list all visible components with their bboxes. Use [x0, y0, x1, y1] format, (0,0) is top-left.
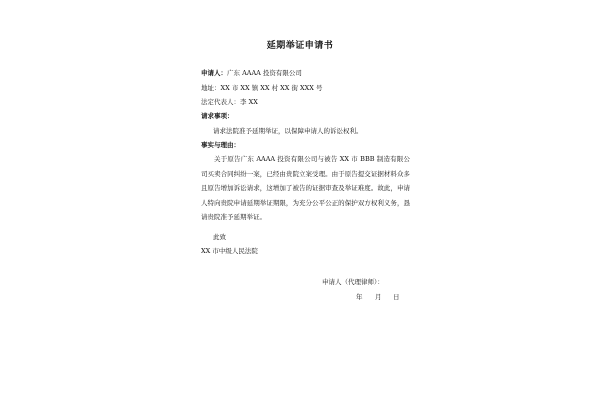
- address-line: 地址：XX 市 XX 镇 XX 村 XX 街 XXX 号: [201, 84, 323, 92]
- signature-line: 申请人（代理律师）：: [322, 278, 384, 286]
- date-day-label: 日: [393, 293, 400, 301]
- date-month-label: 月: [375, 293, 382, 301]
- applicant-value: 广东 AAAA 投资有限公司: [227, 69, 302, 77]
- date-year-label: 年: [356, 293, 363, 301]
- applicant-label: 申请人：: [201, 69, 227, 77]
- document-title: 延期举证申请书: [266, 41, 334, 51]
- court-name: XX 市中级人民法院: [201, 247, 258, 255]
- applicant-line: [201, 69, 302, 77]
- closing-text: 此致: [213, 233, 226, 241]
- facts-heading: 事实与理由：: [201, 141, 240, 149]
- legal-representative-line: 法定代表人：李 XX: [201, 98, 258, 106]
- request-text: 请求法院准予延期举证，以保障申请人的诉讼权利。: [213, 127, 363, 135]
- request-heading: 请求事项：: [201, 112, 234, 120]
- facts-paragraph: 关于原告广东 AAAA 投资有限公司与被告 XX 市 BBB 制造有限公司买卖合同纠纷一案，已经由贵院立案受理。由于原告提交证据材料众多且原告增加诉讼请求，这增加了被告的证据审查及举证难度。故此，申请人特向贵院申请延期举证期限，为充分公平公正的保护双方权利义务，恳请贵院准予延期举证。: [201, 155, 410, 221]
